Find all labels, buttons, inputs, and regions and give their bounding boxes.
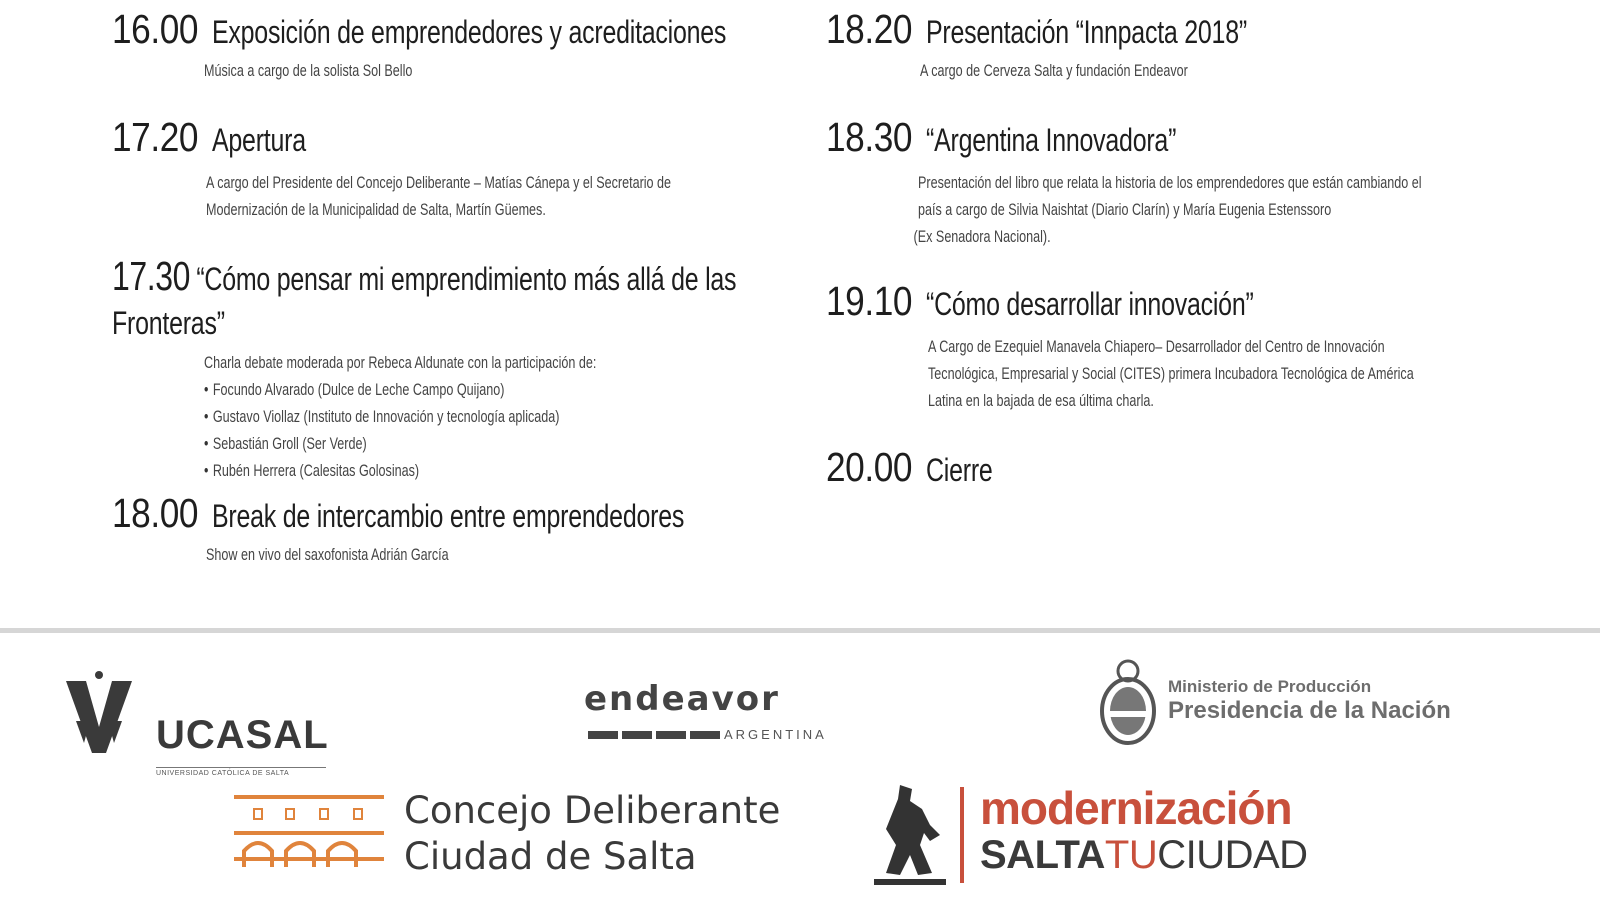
tagline-tu: TU bbox=[1104, 833, 1158, 877]
agenda-item-1830 bbox=[826, 114, 1526, 250]
item-description bbox=[206, 169, 768, 223]
tagline-salta: SALTA bbox=[980, 833, 1105, 877]
item-time: 18.20 bbox=[826, 6, 913, 52]
item-title: Apertura bbox=[212, 122, 306, 158]
list-item: • Focundo Alvarado (Dulce de Leche Campo Quijano) bbox=[204, 376, 766, 403]
desc-line: Música a cargo de la solista Sol Bello bbox=[204, 61, 413, 80]
concejo-line1: Concejo Deliberante bbox=[404, 789, 781, 832]
item-description bbox=[204, 349, 766, 484]
item-title: Break de intercambio entre emprendedores bbox=[212, 498, 685, 534]
arches-building-icon bbox=[234, 795, 384, 875]
item-time: 16.00 bbox=[112, 6, 199, 52]
endeavor-name: endeavor bbox=[584, 679, 780, 719]
item-description bbox=[920, 57, 1482, 84]
modernizacion-logo bbox=[870, 781, 1390, 891]
item-time: 19.10 bbox=[826, 278, 913, 324]
endeavor-subtitle: ARGENTINA bbox=[724, 727, 827, 742]
agenda-item-1800 bbox=[112, 490, 802, 568]
desc-line: A Cargo de Ezequiel Manavela Chiapero– Desarrollador del Centro de Innovación bbox=[928, 337, 1385, 356]
list-item: • Sebastián Groll (Ser Verde) bbox=[204, 430, 766, 457]
ucasal-emblem-icon bbox=[64, 669, 134, 755]
sponsor-logos bbox=[0, 633, 1600, 900]
ucasal-logo bbox=[64, 669, 364, 777]
ministerio-line2: Presidencia de la Nación bbox=[1168, 697, 1451, 724]
agenda-item-1820 bbox=[826, 6, 1526, 84]
item-title: Presentación “Innpacta 2018” bbox=[926, 14, 1248, 50]
desc-line: Show en vivo del saxofonista Adrián García bbox=[206, 545, 449, 564]
desc-line: Modernización de la Municipalidad de Salta, Martín Güemes. bbox=[206, 200, 546, 219]
item-title: “Cómo desarrollar innovación” bbox=[926, 286, 1254, 322]
desc-line: A cargo del Presidente del Concejo Deliberante – Matías Cánepa y el Secretario de bbox=[206, 173, 672, 192]
ministerio-logo bbox=[1098, 657, 1518, 753]
desc-line: A cargo de Cerveza Salta y fundación Endeavor bbox=[920, 61, 1188, 80]
agenda-item-1730 bbox=[112, 254, 802, 484]
agenda-item-1720 bbox=[112, 114, 802, 223]
ucasal-subtitle: UNIVERSIDAD CATÓLICA DE SALTA bbox=[156, 767, 326, 777]
ministerio-line1: Ministerio de Producción bbox=[1168, 677, 1372, 696]
endeavor-logo bbox=[584, 679, 884, 759]
concejo-line2: Ciudad de Salta bbox=[404, 835, 697, 878]
item-title: Cierre bbox=[926, 452, 993, 488]
agenda-item-1910 bbox=[826, 278, 1526, 414]
tagline-ciudad: CIUDAD bbox=[1157, 833, 1308, 877]
agenda-item-2000 bbox=[826, 444, 1526, 491]
item-description bbox=[204, 57, 766, 84]
gaucho-silhouette-icon bbox=[870, 785, 950, 885]
desc-line: país a cargo de Silvia Naishtat (Diario Clarín) y María Eugenia Estenssoro bbox=[918, 200, 1332, 219]
item-description bbox=[913, 169, 1480, 250]
desc-line: (Ex Senadora Nacional). bbox=[913, 227, 1051, 246]
item-time: 20.00 bbox=[826, 444, 913, 490]
item-description bbox=[928, 333, 1490, 414]
item-title: Exposición de emprendedores y acreditaciones bbox=[212, 14, 727, 50]
participant-list bbox=[204, 376, 766, 484]
modernizacion-tagline bbox=[980, 833, 1308, 878]
vertical-accent-bar bbox=[960, 787, 966, 883]
list-item: • Gustavo Viollaz (Instituto de Innovación y tecnología aplicada) bbox=[204, 403, 766, 430]
endeavor-bars-icon bbox=[588, 731, 728, 741]
coat-of-arms-icon bbox=[1098, 657, 1158, 747]
desc-line: Presentación del libro que relata la historia de los emprendedores que están cambiando el bbox=[918, 173, 1422, 192]
item-time: 18.30 bbox=[826, 114, 913, 160]
list-item: • Rubén Herrera (Calesitas Golosinas) bbox=[204, 457, 766, 484]
concejo-logo bbox=[234, 789, 794, 889]
modernizacion-title: modernización bbox=[980, 782, 1292, 834]
item-time: 17.20 bbox=[112, 114, 199, 160]
agenda-item-1600 bbox=[112, 6, 802, 84]
desc-line: Latina en la bajada de esa última charla. bbox=[928, 391, 1154, 410]
item-title: “Cómo pensar mi emprendimiento más allá de las bbox=[196, 261, 737, 297]
desc-line: Tecnológica, Empresarial y Social (CITES) primera Incubadora Tecnológica de América bbox=[928, 364, 1414, 383]
item-title-block bbox=[112, 254, 767, 345]
desc-line: Charla debate moderada por Rebeca Aldunate con la participación de: bbox=[204, 353, 597, 372]
item-title: “Argentina Innovadora” bbox=[926, 122, 1177, 158]
item-time: 17.30 bbox=[112, 253, 191, 299]
item-description bbox=[206, 541, 768, 568]
item-title-continued: Fronteras” bbox=[112, 305, 225, 341]
ucasal-name: UCASAL bbox=[156, 713, 329, 757]
item-time: 18.00 bbox=[112, 490, 199, 536]
